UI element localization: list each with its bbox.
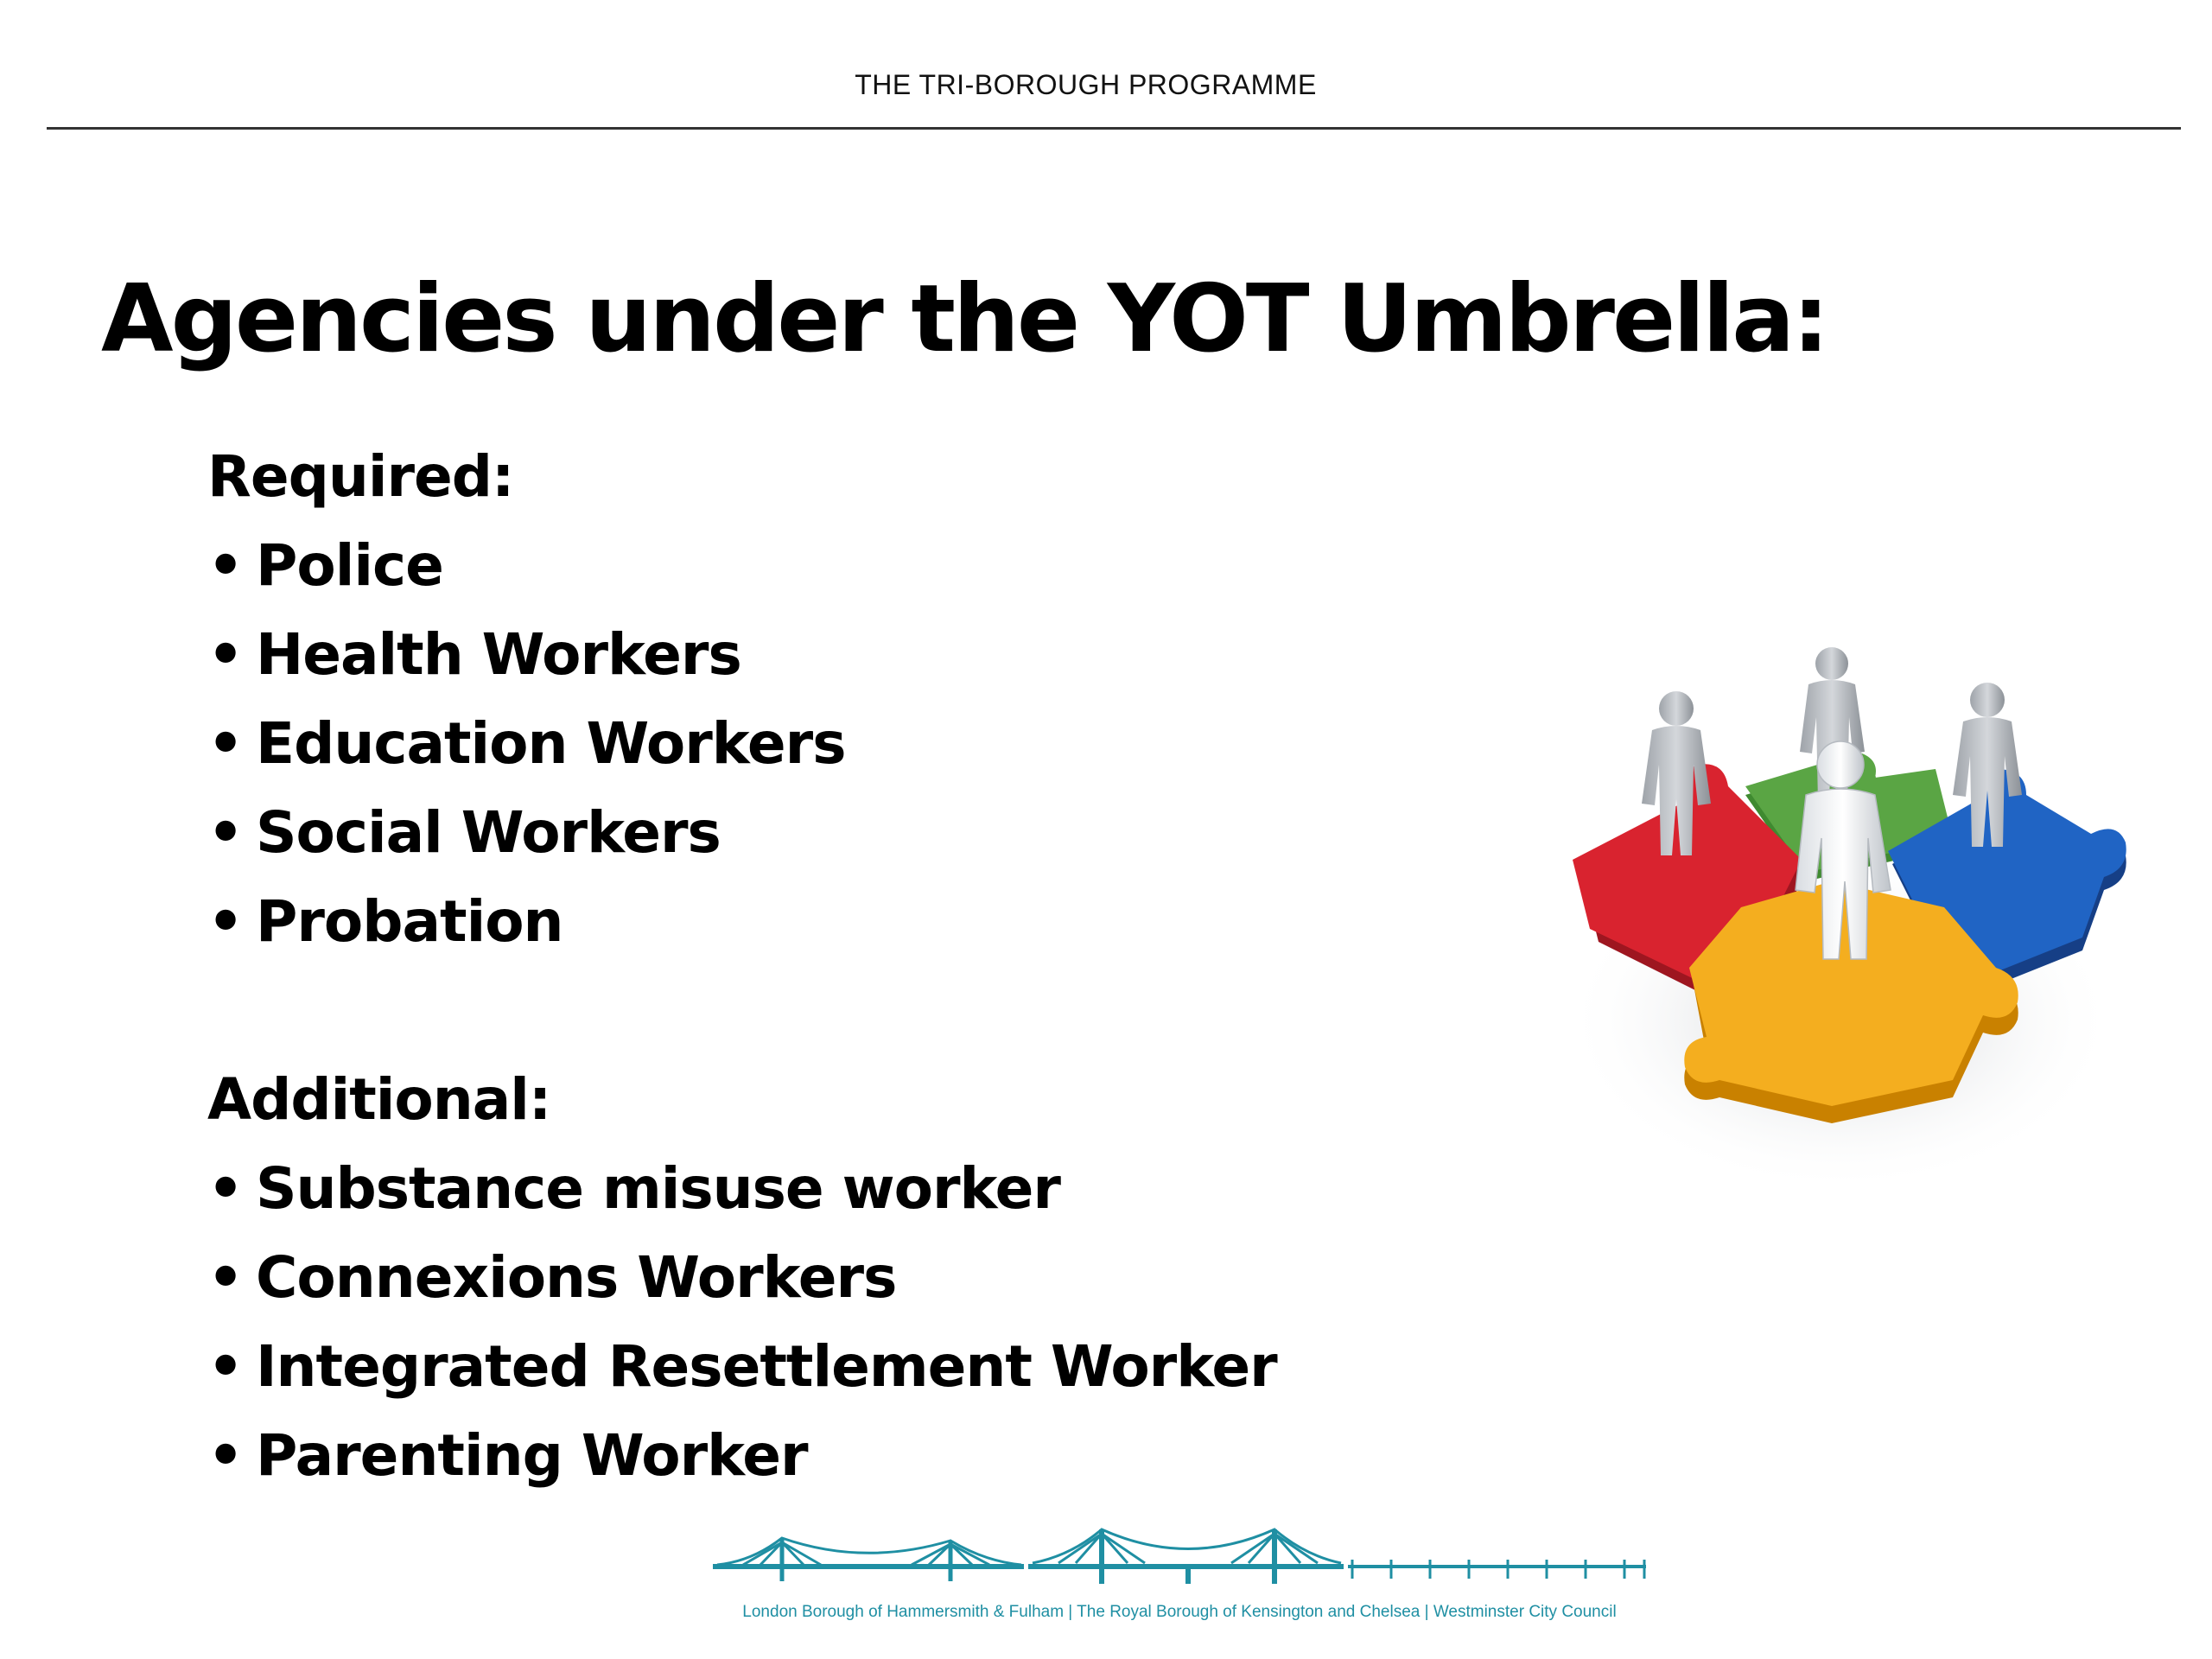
bridge-3 [1348, 1560, 1646, 1579]
list-item-label: Education Workers [256, 710, 846, 777]
slide-title: Agencies under the YOT Umbrella: [101, 265, 1827, 373]
bullet: • [207, 1244, 244, 1311]
list-item-label: Social Workers [256, 799, 721, 866]
list-item-label: Health Workers [256, 621, 741, 688]
list-item [207, 877, 1503, 966]
list-item [207, 1144, 1503, 1233]
bullet: • [207, 799, 244, 866]
list-item-label: Probation [256, 888, 563, 955]
list-item-label: Substance misuse worker [256, 1155, 1060, 1222]
header-divider [47, 127, 2181, 130]
bullet: • [207, 621, 244, 688]
bullet: • [207, 710, 244, 777]
list-item-label: Integrated Resettlement Worker [256, 1333, 1277, 1400]
bullet: • [207, 532, 244, 599]
bridge-2 [1028, 1529, 1344, 1584]
list-item [207, 788, 1503, 877]
additional-heading: Additional: [207, 1066, 551, 1133]
bullet: • [207, 1155, 244, 1222]
list-item [207, 1411, 1503, 1500]
list-item [207, 699, 1503, 788]
list-item [207, 610, 1503, 699]
agency-list [207, 432, 1503, 1500]
list-item [207, 1322, 1503, 1411]
list-item [207, 1233, 1503, 1322]
list-item-label: Police [256, 532, 443, 599]
bullet: • [207, 1333, 244, 1400]
footer-caption: London Borough of Hammersmith & Fulham | The Royal Borough of Kensington and Chelsea | Westminster City Council [742, 1603, 1617, 1621]
list-item-label: Parenting Worker [256, 1422, 808, 1489]
list-spacer [207, 966, 1503, 1055]
bridge-1 [713, 1538, 1024, 1581]
header-text: THE TRI-BOROUGH PROGRAMME [855, 69, 1317, 100]
required-heading: Required: [207, 443, 514, 510]
bullet: • [207, 888, 244, 955]
list-item-label: Connexions Workers [256, 1244, 897, 1311]
list-item [207, 521, 1503, 610]
bullet: • [207, 1422, 244, 1489]
puzzle-people-illustration [1547, 613, 2134, 1218]
